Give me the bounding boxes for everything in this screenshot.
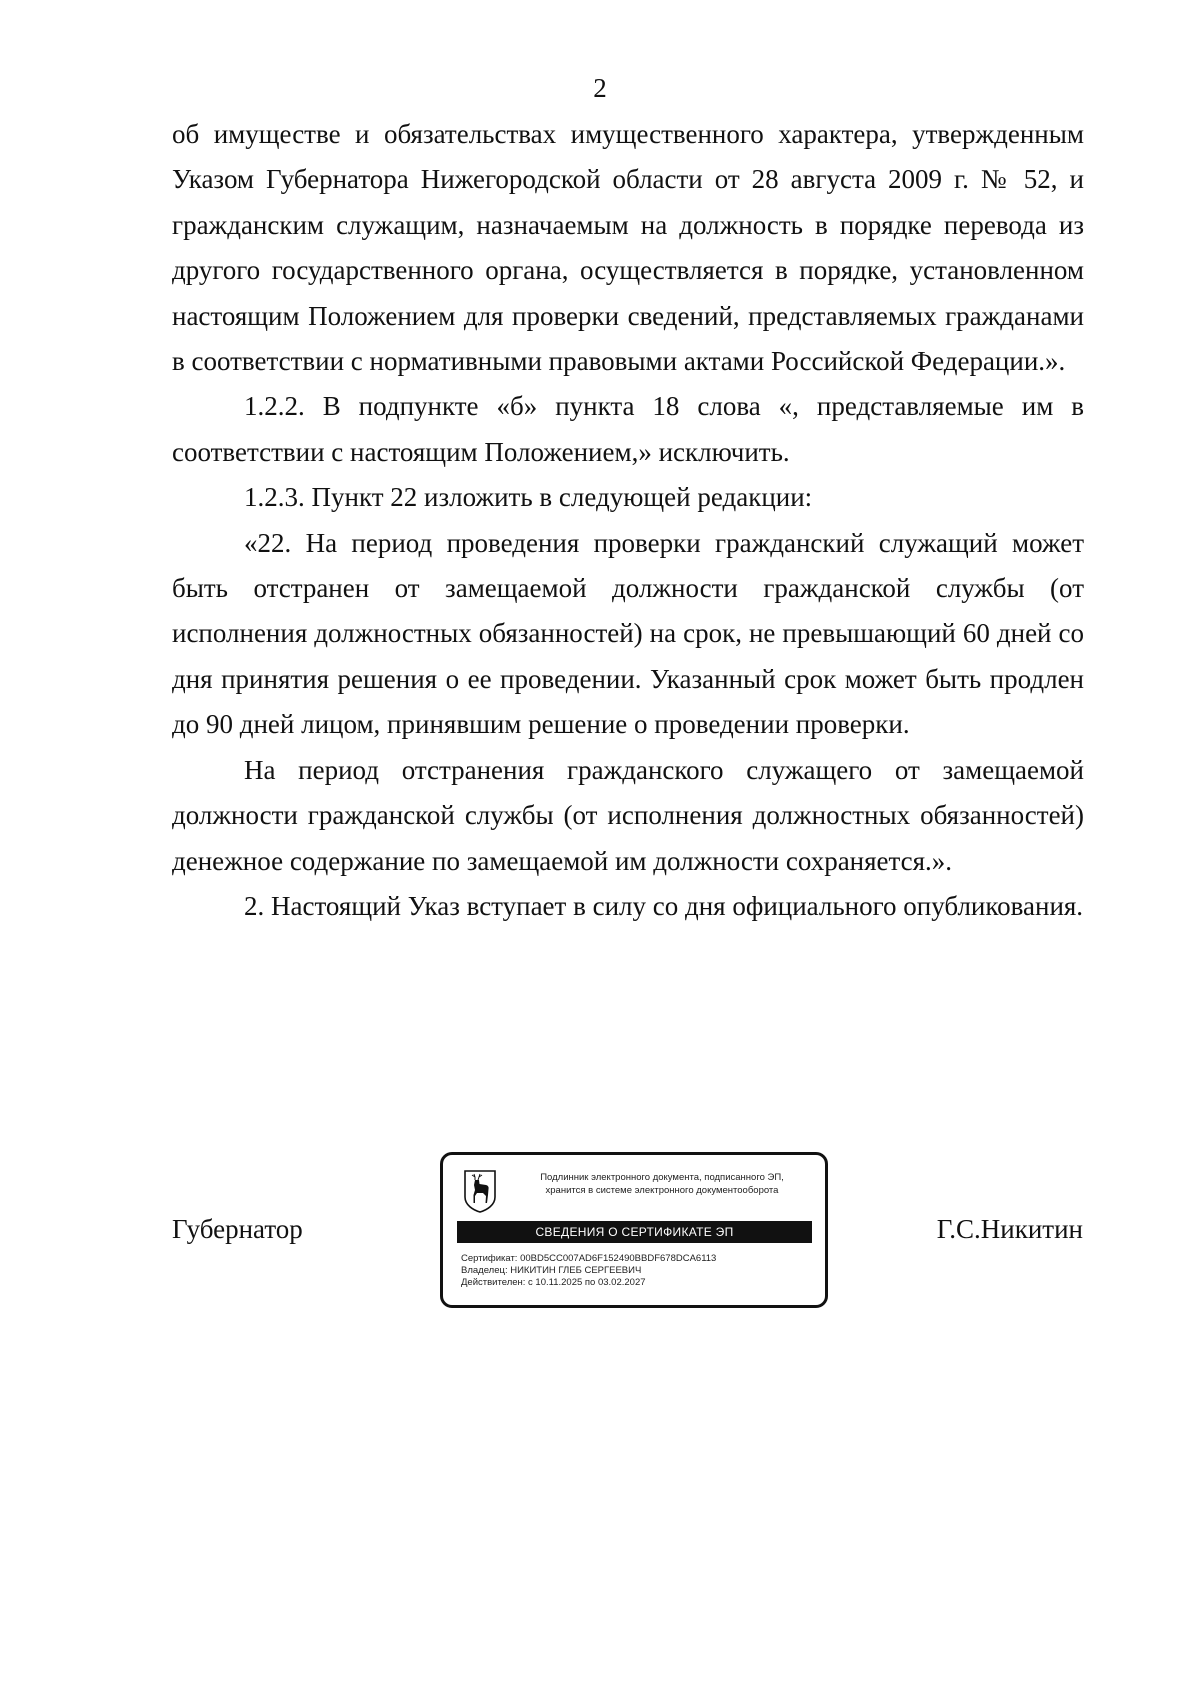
signer-position: Губернатор bbox=[172, 1214, 303, 1244]
certificate-number: Сертификат: 00BD5CC007AD6F152490BBDF678DCA6113 bbox=[461, 1253, 717, 1264]
certificate-owner: Владелец: НИКИТИН ГЛЕБ СЕРГЕЕВИЧ bbox=[461, 1265, 642, 1276]
paragraph-1-2-3: 1.2.3. Пункт 22 изложить в следующей редакции: bbox=[244, 482, 813, 513]
stamp-note bbox=[507, 1171, 817, 1197]
stamp-header: СВЕДЕНИЯ О СЕРТИФИКАТЕ ЭП bbox=[457, 1221, 812, 1243]
paragraph-continuation: об имуществе и обязательствах имущественного характера, утвержденным Указом Губернатора Нижегородской области от 28 августа 2009 г. № 52, и гражданским служащим, назначаемым на должность в порядке перевода из другого государственного органа, осуществляется в порядке, установленном настоящим Положением для проверки сведений, представляемых гражданами в соответствии с нормативными правовыми актами Российской Федерации.». bbox=[172, 119, 1084, 377]
paragraph-suspension-salary: На период отстранения гражданского служащего от замещаемой должности гражданской службы (от исполнения должностных обязанностей) денежное содержание по замещаемой им должности сохраняется.». bbox=[172, 754, 1084, 876]
nizhny-novgorod-deer-emblem-icon bbox=[463, 1169, 497, 1213]
page-number: 2 bbox=[593, 73, 607, 103]
signer-name: Г.С.Никитин bbox=[936, 1214, 1083, 1244]
paragraph-1-2-2: 1.2.2. В подпункте «б» пункта 18 слова «, представляемые им в соответствии с настоящим Положением,» исключить. bbox=[172, 391, 1084, 467]
paragraph-point-22: «22. На период проведения проверки гражданский служащий может быть отстранен от замещаемой должности гражданской службы (от исполнения должностных обязанностей) на срок, не превышающий 60 дней со дня принятия решения о ее проведении. Указанный срок может быть продлен до 90 дней лицом, принявшим решение о проведении проверки. bbox=[172, 527, 1084, 740]
paragraph-entry-into-force: 2. Настоящий Указ вступает в силу со дня официального опубликования. bbox=[244, 890, 1084, 921]
stamp-note-line: хранится в системе электронного документооборота bbox=[545, 1185, 779, 1196]
certificate-details bbox=[461, 1253, 716, 1289]
stamp-note-line: Подлинник электронного документа, подписанного ЭП, bbox=[540, 1172, 784, 1183]
document-body bbox=[172, 112, 1084, 929]
signature-block bbox=[0, 1150, 1200, 1310]
certificate-validity: Действителен: с 10.11.2025 по 03.02.2027 bbox=[461, 1277, 646, 1288]
electronic-signature-stamp bbox=[440, 1152, 828, 1308]
